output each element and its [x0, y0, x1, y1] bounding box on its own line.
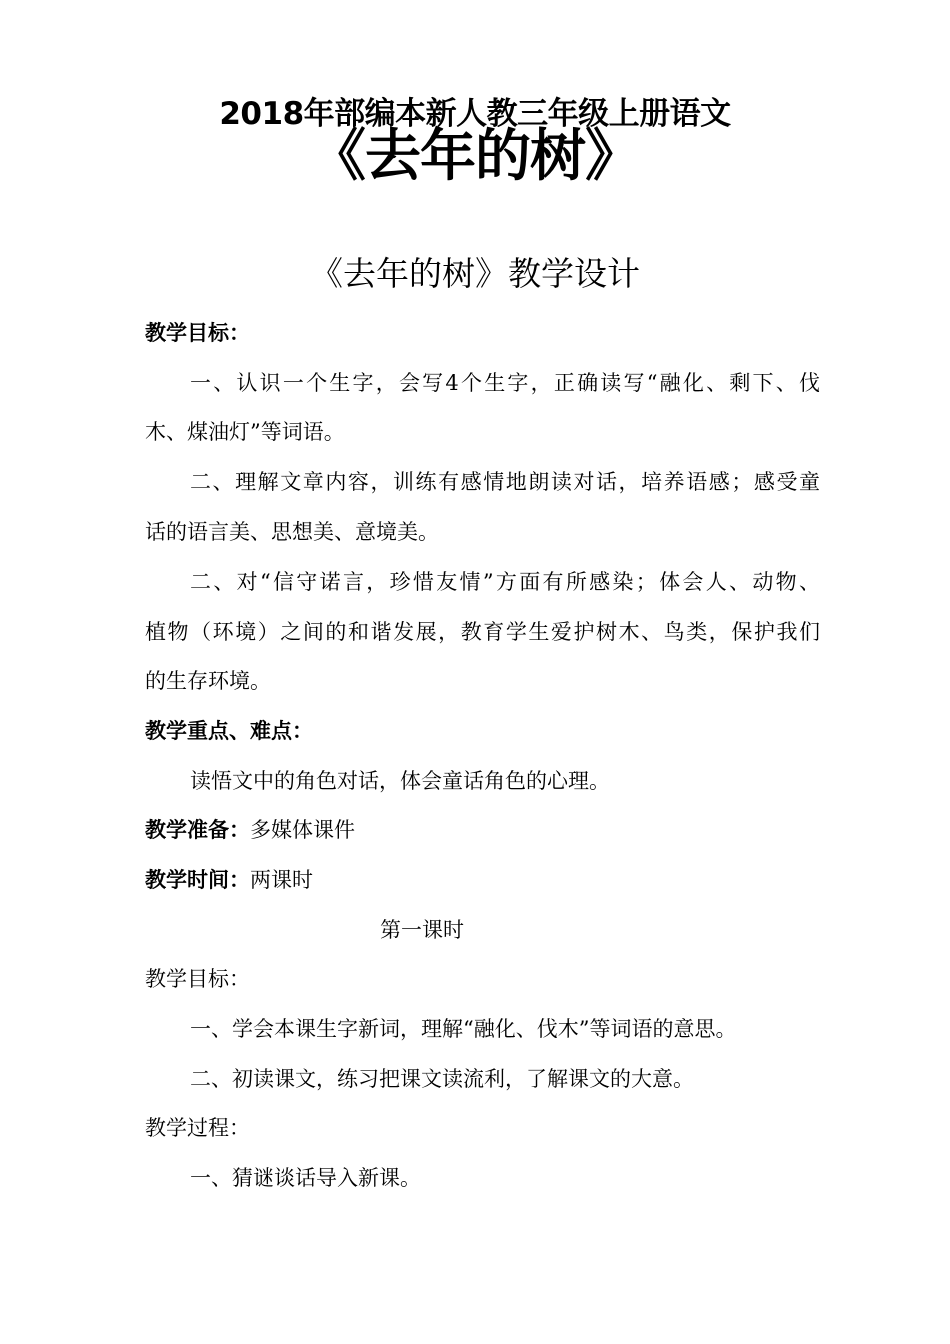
- objective-2-line-1: 二、理解文章内容，训练有感情地朗读对话，培养语感；感受童: [190, 470, 820, 494]
- preparation-value: 多媒体课件: [250, 818, 355, 842]
- lesson-1-objective-2: 二、初读课文，练习把课文读流利，了解课文的大意。: [190, 1067, 694, 1091]
- lesson-1-objectives-label: 教学目标：: [145, 967, 250, 991]
- lesson-1-step-1: 一、猜谜谈话导入新课。: [190, 1166, 421, 1190]
- objective-3-line-1: 二、对“信守诺言，珍惜友情”方面有所感染；体会人、动物、: [190, 570, 820, 594]
- time-value: 两课时: [250, 868, 313, 892]
- lesson-1-process-label: 教学过程：: [145, 1116, 250, 1140]
- objective-3-line-2: 植物（环境）之间的和谐发展，教育学生爱护树木、鸟类，保护我们: [145, 620, 820, 644]
- objectives-heading: 教学目标：: [145, 321, 250, 345]
- objective-1-line-1: 一、认识一个生字，会写4个生字，正确读写“融化、剩下、伐: [190, 371, 820, 395]
- lesson-1-heading: 第一课时: [380, 918, 464, 942]
- key-points-text: 读悟文中的角色对话，体会童话角色的心理。: [190, 769, 610, 793]
- document-heading: 《去年的树》: [310, 124, 640, 189]
- key-points-heading: 教学重点、难点：: [145, 719, 313, 743]
- lesson-plan-subtitle: 《去年的树》教学设计: [310, 254, 640, 293]
- document-title: 2018年部编本新人教三年级上册语文: [219, 96, 731, 132]
- lesson-1-objective-1: 一、学会本课生字新词，理解“融化、伐木”等词语的意思。: [190, 1017, 737, 1041]
- objective-1-line-2: 木、煤油灯”等词语。: [145, 420, 345, 444]
- time-label: 教学时间：: [145, 868, 250, 892]
- objective-3-line-3: 的生存环境。: [145, 669, 271, 693]
- time-row: [145, 864, 820, 896]
- preparation-row: [145, 814, 820, 846]
- objective-2-line-2: 话的语言美、思想美、意境美。: [145, 520, 439, 544]
- preparation-label: 教学准备：: [145, 818, 250, 842]
